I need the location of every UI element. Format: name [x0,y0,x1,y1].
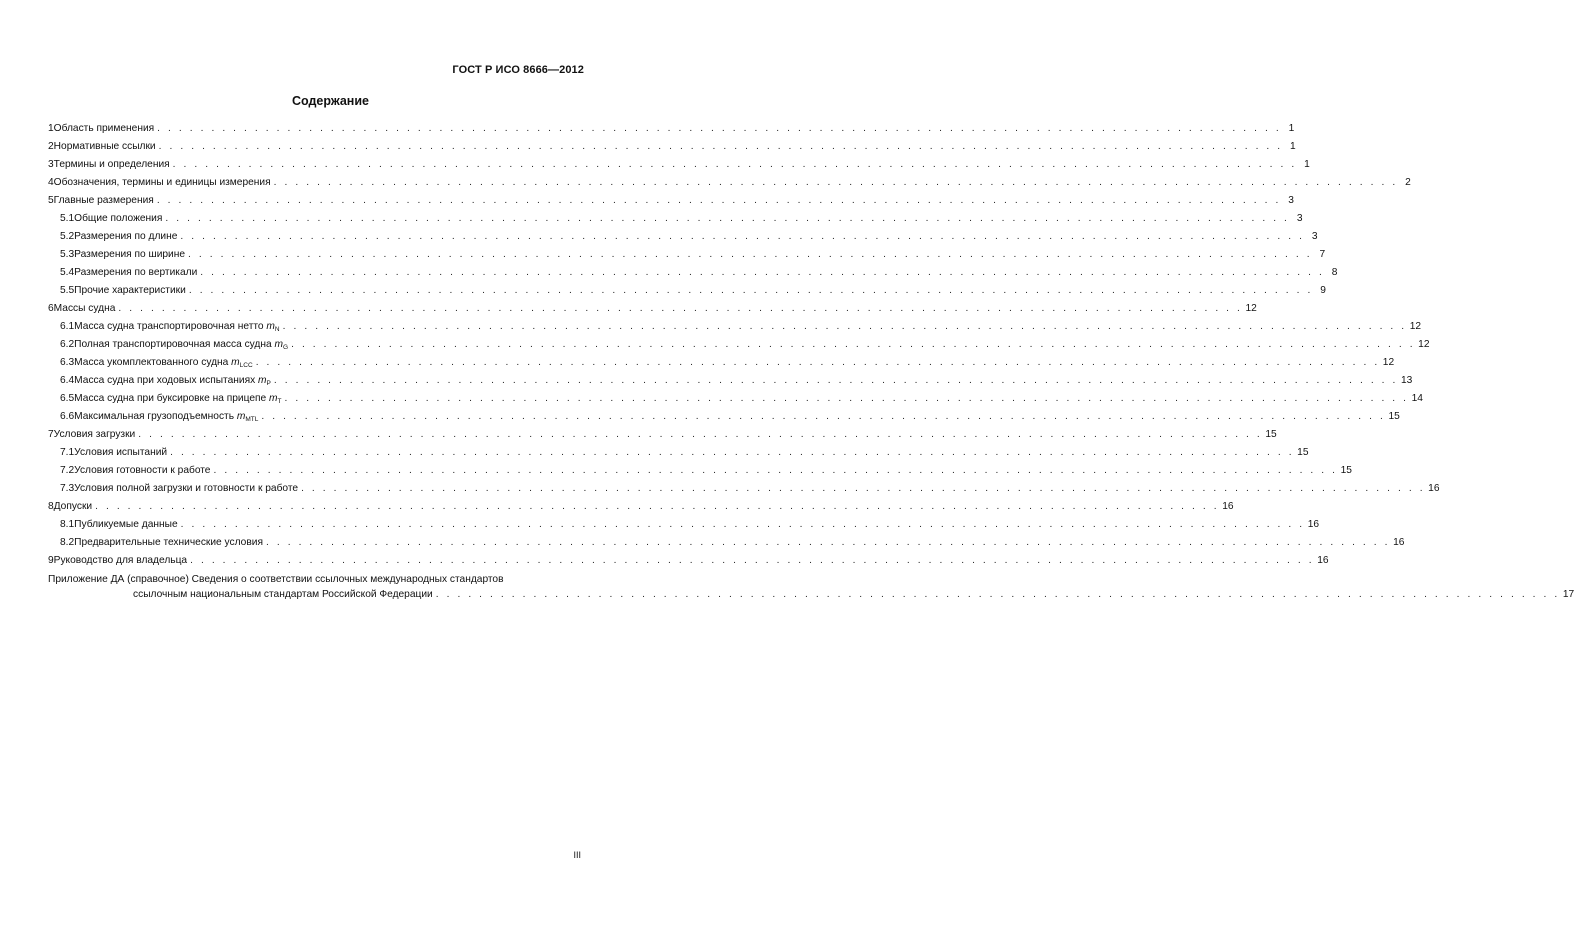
annex-page: 17 [1562,589,1574,600]
toc-entry-label-text: Условия полной загрузки и готовности к работе [74,483,299,494]
toc-entry-number: 5.2 [60,231,75,242]
toc-entry-page: 14 [1411,393,1423,404]
toc-entry[interactable] [48,354,1395,372]
toc-entry-label-text: Максимальная грузоподъемность [74,411,237,422]
dot-leader: . . . . . . . . . . . . . . . . . . . . . . . . . . . . . . . . . . . . . . . . . . . . . . . . . . . . . . . . . . . . . . . . . . . . . . . . . . . . . . . . . . . . . . . . . . . . . . . . . . . . . . . . [158,141,1283,152]
toc-entry-label [54,498,92,516]
dot-leader: . . . . . . . . . . . . . . . . . . . . . . . . . . . . . . . . . . . . . . . . . . . . . . . . . . . . . . . . . . . . . . . . . . . . . . . . . . . . . . . . . . . . . . . . . . . . . . . . . . . . . . . . [255,357,1380,368]
toc-entry-label-text: Масса укомплектованного судна [74,357,232,368]
dot-leader: . . . . . . . . . . . . . . . . . . . . . . . . . . . . . . . . . . . . . . . . . . . . . . . . . . . . . . . . . . . . . . . . . . . . . . . . . . . . . . . . . . . . . . . . . . . . . . . . . . . . . . . . [190,555,1315,566]
toc-entry-label-text: Масса судна при ходовых испытаниях [74,375,259,386]
toc-entry-number: 1 [48,123,54,134]
toc-entry-page: 1 [1304,159,1310,170]
toc-entry-page: 15 [1388,411,1400,422]
toc-entry[interactable] [48,498,1234,516]
toc-entry-label [54,300,116,318]
toc-entry-number: 5.4 [60,267,75,278]
toc-entry[interactable] [48,462,1352,480]
toc-title: Содержание [291,94,369,108]
toc-entry[interactable] [48,408,1400,426]
toc-entry[interactable] [48,336,1430,354]
toc-entry-page: 12 [1382,357,1395,368]
toc-entry-number: 5 [48,195,54,206]
toc-entry-page: 15 [1265,429,1277,440]
toc-entry-label-text: Массы судна [53,303,116,314]
toc-entry-page: 16 [1393,537,1405,548]
toc-annex-entry[interactable] [48,572,1574,602]
toc-entry[interactable] [48,516,1320,534]
toc-entry-label-text: Термины и определения [53,159,170,170]
dot-leader: . . . . . . . . . . . . . . . . . . . . . . . . . . . . . . . . . . . . . . . . . . . . . . . . . . . . . . . . . . . . . . . . . . . . . . . . . . . . . . . . . . . . . . . . . . . . . . . . . . . . . . . . [435,589,1560,600]
toc-entry-number: 6.5 [60,393,75,404]
toc-entry-label [54,192,154,210]
toc-entry-label [54,552,187,570]
toc-entry-label-text: Условия испытаний [74,447,168,458]
toc-entry-label-text: Публикуемые данные [74,519,178,530]
annex-title-line1: Приложение ДА (справочное) Сведения о соответствии ссылочных международных стандартов [48,574,504,585]
dot-leader: . . . . . . . . . . . . . . . . . . . . . . . . . . . . . . . . . . . . . . . . . . . . . . . . . . . . . . . . . . . . . . . . . . . . . . . . . . . . . . . . . . . . . . . . . . . . . . . . . . . . . . . . [273,375,1398,386]
toc-entry-label [74,480,298,498]
standard-code: ГОСТ Р ИСО 8666—2012 [452,64,584,76]
toc-entry-label-text: Размерения по длине [74,231,178,242]
toc-entry-label-text: Размерения по вертикали [74,267,198,278]
mass-symbol: m [266,321,275,332]
dot-leader: . . . . . . . . . . . . . . . . . . . . . . . . . . . . . . . . . . . . . . . . . . . . . . . . . . . . . . . . . . . . . . . . . . . . . . . . . . . . . . . . . . . . . . . . . . . . . . . . . . . . . . . . [95,501,1220,512]
toc-entry-label [74,246,185,264]
toc-entry[interactable] [48,300,1257,318]
dot-leader: . . . . . . . . . . . . . . . . . . . . . . . . . . . . . . . . . . . . . . . . . . . . . . . . . . . . . . . . . . . . . . . . . . . . . . . . . . . . . . . . . . . . . . . . . . . . . . . . . . . . . . . . [200,267,1325,278]
toc-entry-number: 7.3 [60,483,75,494]
mass-symbol: m [258,375,267,386]
mass-symbol-subscript: N [274,326,280,333]
toc-entry-label-text: Условия готовности к работе [74,465,211,476]
dot-leader: . . . . . . . . . . . . . . . . . . . . . . . . . . . . . . . . . . . . . . . . . . . . . . . . . . . . . . . . . . . . . . . . . . . . . . . . . . . . . . . . . . . . . . . . . . . . . . . . . . . . . . . . [284,393,1409,404]
dot-leader: . . . . . . . . . . . . . . . . . . . . . . . . . . . . . . . . . . . . . . . . . . . . . . . . . . . . . . . . . . . . . . . . . . . . . . . . . . . . . . . . . . . . . . . . . . . . . . . . . . . . . . . . [170,447,1295,458]
toc-entry-number: 8.1 [60,519,75,530]
toc-entry-label-text: Обозначения, термины и единицы измерения [53,177,271,188]
toc-entry-page: 7 [1319,249,1326,260]
toc-entry-page: 15 [1297,447,1309,458]
toc-entry-number: 7 [48,429,54,440]
mass-symbol-subscript: G [283,344,289,351]
toc-entry[interactable] [48,192,1294,210]
annex-title-line2: ссылочным национальным стандартам Российской Федерации [133,589,433,600]
mass-symbol: m [231,357,240,368]
toc-entry[interactable] [48,174,1411,192]
dot-leader: . . . . . . . . . . . . . . . . . . . . . . . . . . . . . . . . . . . . . . . . . . . . . . . . . . . . . . . . . . . . . . . . . . . . . . . . . . . . . . . . . . . . . . . . . . . . . . . . . . . . . . . . [180,519,1305,530]
mass-symbol-subscript: LCC [239,362,253,369]
toc-entry-label-text: Главные размерения [53,195,154,206]
table-of-contents [48,120,1574,602]
toc-entry-page: 3 [1311,231,1318,242]
toc-entry-page: 12 [1409,321,1422,332]
dot-leader: . . . . . . . . . . . . . . . . . . . . . . . . . . . . . . . . . . . . . . . . . . . . . . . . . . . . . . . . . . . . . . . . . . . . . . . . . . . . . . . . . . . . . . . . . . . . . . . . . . . . . . . . [188,285,1313,296]
toc-entry-page: 13 [1400,375,1413,386]
toc-entry[interactable] [48,426,1277,444]
toc-entry-number: 6.4 [60,375,75,386]
toc-entry-page: 16 [1222,501,1234,512]
dot-leader: . . . . . . . . . . . . . . . . . . . . . . . . . . . . . . . . . . . . . . . . . . . . . . . . . . . . . . . . . . . . . . . . . . . . . . . . . . . . . . . . . . . . . . . . . . . . . . . . . . . . . . . . [138,429,1263,440]
toc-entry-label [74,264,197,282]
toc-entry[interactable] [48,372,1413,390]
toc-entry-label [54,138,156,156]
toc-entry[interactable] [48,264,1338,282]
toc-entry-label-text: Размерения по ширине [74,249,186,260]
toc-entry-page: 3 [1288,195,1294,206]
page-folio: III [573,850,581,860]
toc-entry-number: 6 [48,303,54,314]
dot-leader: . . . . . . . . . . . . . . . . . . . . . . . . . . . . . . . . . . . . . . . . . . . . . . . . . . . . . . . . . . . . . . . . . . . . . . . . . . . . . . . . . . . . . . . . . . . . . . . . . . . . . . . . [157,123,1282,134]
toc-entry-number: 9 [48,555,54,566]
toc-entry-page: 16 [1428,483,1440,494]
toc-entry[interactable] [48,444,1309,462]
toc-entry-label-text: Общие положения [74,213,163,224]
toc-entry-page: 1 [1290,141,1296,152]
dot-leader: . . . . . . . . . . . . . . . . . . . . . . . . . . . . . . . . . . . . . . . . . . . . . . . . . . . . . . . . . . . . . . . . . . . . . . . . . . . . . . . . . . . . . . . . . . . . . . . . . . . . . . . . [273,177,1398,188]
dot-leader: . . . . . . . . . . . . . . . . . . . . . . . . . . . . . . . . . . . . . . . . . . . . . . . . . . . . . . . . . . . . . . . . . . . . . . . . . . . . . . . . . . . . . . . . . . . . . . . . . . . . . . . . [291,339,1416,350]
toc-entry-number: 5.1 [60,213,75,224]
toc-entry-label [54,156,170,174]
dot-leader: . . . . . . . . . . . . . . . . . . . . . . . . . . . . . . . . . . . . . . . . . . . . . . . . . . . . . . . . . . . . . . . . . . . . . . . . . . . . . . . . . . . . . . . . . . . . . . . . . . . . . . . . [265,537,1391,548]
toc-entry[interactable] [48,228,1318,246]
annex-title-line2-row [48,587,1574,602]
toc-entry-label-text: Масса судна при буксировке на прицепе [74,393,270,404]
toc-entry[interactable] [48,390,1423,408]
toc-entry-label [74,516,177,534]
toc-entry[interactable] [48,480,1440,498]
dot-leader: . . . . . . . . . . . . . . . . . . . . . . . . . . . . . . . . . . . . . . . . . . . . . . . . . . . . . . . . . . . . . . . . . . . . . . . . . . . . . . . . . . . . . . . . . . . . . . . . . . . . . . . . [165,213,1290,224]
mass-symbol-subscript: P [266,380,271,387]
toc-entry-number: 2 [48,141,54,152]
mass-symbol: m [269,393,278,404]
toc-entry-label-text: Нормативные ссылки [53,141,156,152]
toc-entry[interactable] [48,534,1405,552]
dot-leader: . . . . . . . . . . . . . . . . . . . . . . . . . . . . . . . . . . . . . . . . . . . . . . . . . . . . . . . . . . . . . . . . . . . . . . . . . . . . . . . . . . . . . . . . . . . . . . . . . . . . . . . . [282,321,1407,332]
toc-entry[interactable] [48,246,1326,264]
toc-entry[interactable] [48,552,1329,570]
dot-leader: . . . . . . . . . . . . . . . . . . . . . . . . . . . . . . . . . . . . . . . . . . . . . . . . . . . . . . . . . . . . . . . . . . . . . . . . . . . . . . . . . . . . . . . . . . . . . . . . . . . . . . . . [180,231,1305,242]
dot-leader: . . . . . . . . . . . . . . . . . . . . . . . . . . . . . . . . . . . . . . . . . . . . . . . . . . . . . . . . . . . . . . . . . . . . . . . . . . . . . . . . . . . . . . . . . . . . . . . . . . . . . . . . [301,483,1426,494]
toc-entry-page: 15 [1340,465,1352,476]
toc-entry-number: 5.3 [60,249,75,260]
toc-entry-number: 5.5 [60,285,75,296]
toc-entry[interactable] [48,210,1303,228]
toc-entry-label [54,426,136,444]
toc-entry-page: 16 [1307,519,1320,530]
toc-entry-page: 16 [1317,555,1329,566]
toc-entry[interactable] [48,120,1295,138]
toc-entry-number: 6.3 [60,357,75,368]
toc-entry-number: 7.1 [60,447,75,458]
toc-entry-label-text: Предварительные технические условия [74,537,263,548]
dot-leader: . . . . . . . . . . . . . . . . . . . . . . . . . . . . . . . . . . . . . . . . . . . . . . . . . . . . . . . . . . . . . . . . . . . . . . . . . . . . . . . . . . . . . . . . . . . . . . . . . . . . . . . . [172,159,1297,170]
toc-entry-label [74,210,162,228]
toc-entry-label [74,282,186,300]
toc-entry-number: 6.6 [60,411,75,422]
toc-entry-label [74,462,210,480]
toc-entry[interactable] [48,318,1422,336]
toc-entry-page: 8 [1331,267,1338,278]
toc-entry-number: 6.2 [60,339,75,350]
toc-entry-number: 8.2 [60,537,75,548]
dot-leader: . . . . . . . . . . . . . . . . . . . . . . . . . . . . . . . . . . . . . . . . . . . . . . . . . . . . . . . . . . . . . . . . . . . . . . . . . . . . . . . . . . . . . . . . . . . . . . . . . . . . . . . . [261,411,1386,422]
toc-entry-page: 2 [1405,177,1411,188]
mass-symbol-subscript: MTL [245,416,259,423]
toc-entry-label-text: Допуски [53,501,93,512]
dot-leader: . . . . . . . . . . . . . . . . . . . . . . . . . . . . . . . . . . . . . . . . . . . . . . . . . . . . . . . . . . . . . . . . . . . . . . . . . . . . . . . . . . . . . . . . . . . . . . . . . . . . . . . . [118,303,1243,314]
toc-entry-number: 8 [48,501,54,512]
toc-entry-label [74,228,177,246]
toc-entry[interactable] [48,282,1326,300]
toc-entry-number: 4 [48,177,54,188]
toc-entry-number: 7.2 [60,465,75,476]
toc-entry-page: 12 [1418,339,1430,350]
toc-entry-label [74,534,263,552]
toc-entry-page: 3 [1296,213,1303,224]
mass-symbol: m [236,411,246,422]
mass-symbol: m [274,339,284,350]
toc-entry-page: 9 [1320,285,1326,296]
dot-leader: . . . . . . . . . . . . . . . . . . . . . . . . . . . . . . . . . . . . . . . . . . . . . . . . . . . . . . . . . . . . . . . . . . . . . . . . . . . . . . . . . . . . . . . . . . . . . . . . . . . . . . . . [188,249,1313,260]
mass-symbol-subscript: T [277,398,282,405]
toc-entry-number: 3 [48,159,54,170]
toc-entry-label [54,120,154,138]
toc-entry-label-text: Полная транспортировочная масса судна [74,339,275,350]
toc-entry[interactable] [48,138,1296,156]
toc-entry-label-text: Руководство для владельца [53,555,188,566]
toc-entry-label-text: Масса судна транспортировочная нетто [74,321,267,332]
toc-entry[interactable] [48,156,1310,174]
dot-leader: . . . . . . . . . . . . . . . . . . . . . . . . . . . . . . . . . . . . . . . . . . . . . . . . . . . . . . . . . . . . . . . . . . . . . . . . . . . . . . . . . . . . . . . . . . . . . . . . . . . . . . . . [213,465,1338,476]
toc-entry-label-text: Область применения [53,123,155,134]
toc-entry-label-text: Прочие характеристики [74,285,186,296]
toc-entry-page: 12 [1245,303,1257,314]
dot-leader: . . . . . . . . . . . . . . . . . . . . . . . . . . . . . . . . . . . . . . . . . . . . . . . . . . . . . . . . . . . . . . . . . . . . . . . . . . . . . . . . . . . . . . . . . . . . . . . . . . . . . . . . [156,195,1281,206]
toc-entry-number: 6.1 [60,321,75,332]
toc-entry-label [74,444,167,462]
toc-entry-label-text: Условия загрузки [53,429,136,440]
toc-entry-label [54,174,271,192]
toc-entry-page: 1 [1288,123,1295,134]
